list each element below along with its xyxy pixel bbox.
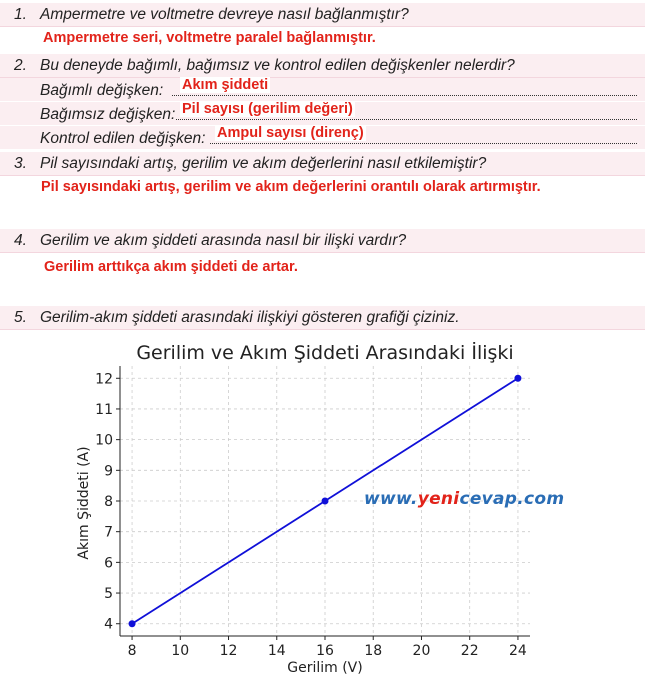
independent-variable-row: [0, 102, 645, 125]
question-number: 5.: [14, 308, 27, 326]
y-tick-label: 6: [104, 555, 113, 572]
x-tick-label: 22: [460, 643, 479, 659]
data-point: [322, 498, 329, 505]
question-2: [0, 54, 645, 78]
watermark-suffix: .com: [517, 489, 565, 509]
data-point: [514, 375, 521, 382]
dependent-variable-label: Bağımlı değişken:: [40, 82, 164, 99]
question-4: [0, 229, 645, 253]
y-tick-label: 11: [95, 401, 113, 418]
watermark-prefix: www.: [364, 489, 418, 509]
question-number: 4.: [14, 231, 27, 249]
question-number: 3.: [14, 154, 27, 172]
y-tick-label: 12: [95, 371, 113, 388]
controlled-variable-row: [0, 126, 645, 149]
question-1: [0, 3, 645, 27]
y-axis-label: Akım Şiddeti (A): [76, 446, 92, 560]
answer-4: Gerilim arttıkça akım şiddeti de artar.: [44, 259, 298, 275]
controlled-variable-label: Kontrol edilen değişken:: [40, 130, 206, 147]
x-tick-label: 24: [509, 643, 527, 659]
question-text: Ampermetre ve voltmetre devreye nasıl bağlanmıştır?: [40, 5, 409, 23]
answer-line: [176, 119, 637, 120]
y-tick-label: 8: [104, 494, 113, 510]
y-tick-label: 7: [104, 524, 113, 541]
voltage-current-chart: [0, 333, 645, 687]
answer-1: Ampermetre seri, voltmetre paralel bağlanmıştır.: [43, 30, 376, 46]
question-3: [0, 152, 645, 176]
y-tick-label: 10: [95, 432, 113, 449]
x-tick-label: 20: [412, 643, 431, 659]
x-tick-label: 12: [219, 643, 238, 659]
question-text: Gerilim-akım şiddeti arasındaki ilişkiyi gösteren grafiği çiziniz.: [40, 308, 460, 326]
question-5: [0, 306, 645, 330]
question-number: 1.: [14, 5, 27, 23]
y-tick-label: 5: [104, 586, 113, 603]
independent-variable-label: Bağımsız değişken:: [40, 106, 176, 123]
y-tick-label: 4: [104, 616, 113, 633]
watermark-brand-b: cevap: [459, 489, 518, 509]
answer-3: Pil sayısındaki artış, gerilim ve akım değerlerini orantılı olarak artırmıştır.: [41, 179, 541, 195]
answer-line: [172, 95, 637, 96]
x-tick-label: 10: [171, 643, 190, 659]
x-tick-label: 16: [316, 643, 334, 659]
question-text: Bu deneyde bağımlı, bağımsız ve kontrol edilen değişkenler nelerdir?: [40, 56, 515, 74]
data-point: [129, 620, 136, 627]
x-tick-label: 18: [364, 643, 383, 659]
watermark: [364, 489, 564, 509]
x-axis-label: Gerilim (V): [287, 660, 363, 676]
independent-variable-answer: Pil sayısı (gerilim değeri): [182, 101, 353, 117]
answer-line: [210, 143, 637, 144]
y-tick-label: 9: [104, 463, 113, 480]
x-tick-label: 8: [127, 643, 137, 659]
x-tick-label: 14: [267, 643, 286, 659]
watermark-brand-a: yeni: [417, 489, 460, 509]
controlled-variable-answer: Ampul sayısı (direnç): [217, 125, 364, 141]
question-text: Pil sayısındaki artış, gerilim ve akım değerlerini nasıl etkilemiştir?: [40, 154, 487, 172]
question-number: 2.: [14, 56, 27, 74]
dependent-variable-answer: Akım şiddeti: [182, 77, 269, 93]
dependent-variable-row: [0, 78, 645, 101]
chart-title: Gerilim ve Akım Şiddeti Arasındaki İlişki: [136, 342, 514, 364]
question-text: Gerilim ve akım şiddeti arasında nasıl bir ilişki vardır?: [40, 231, 407, 249]
